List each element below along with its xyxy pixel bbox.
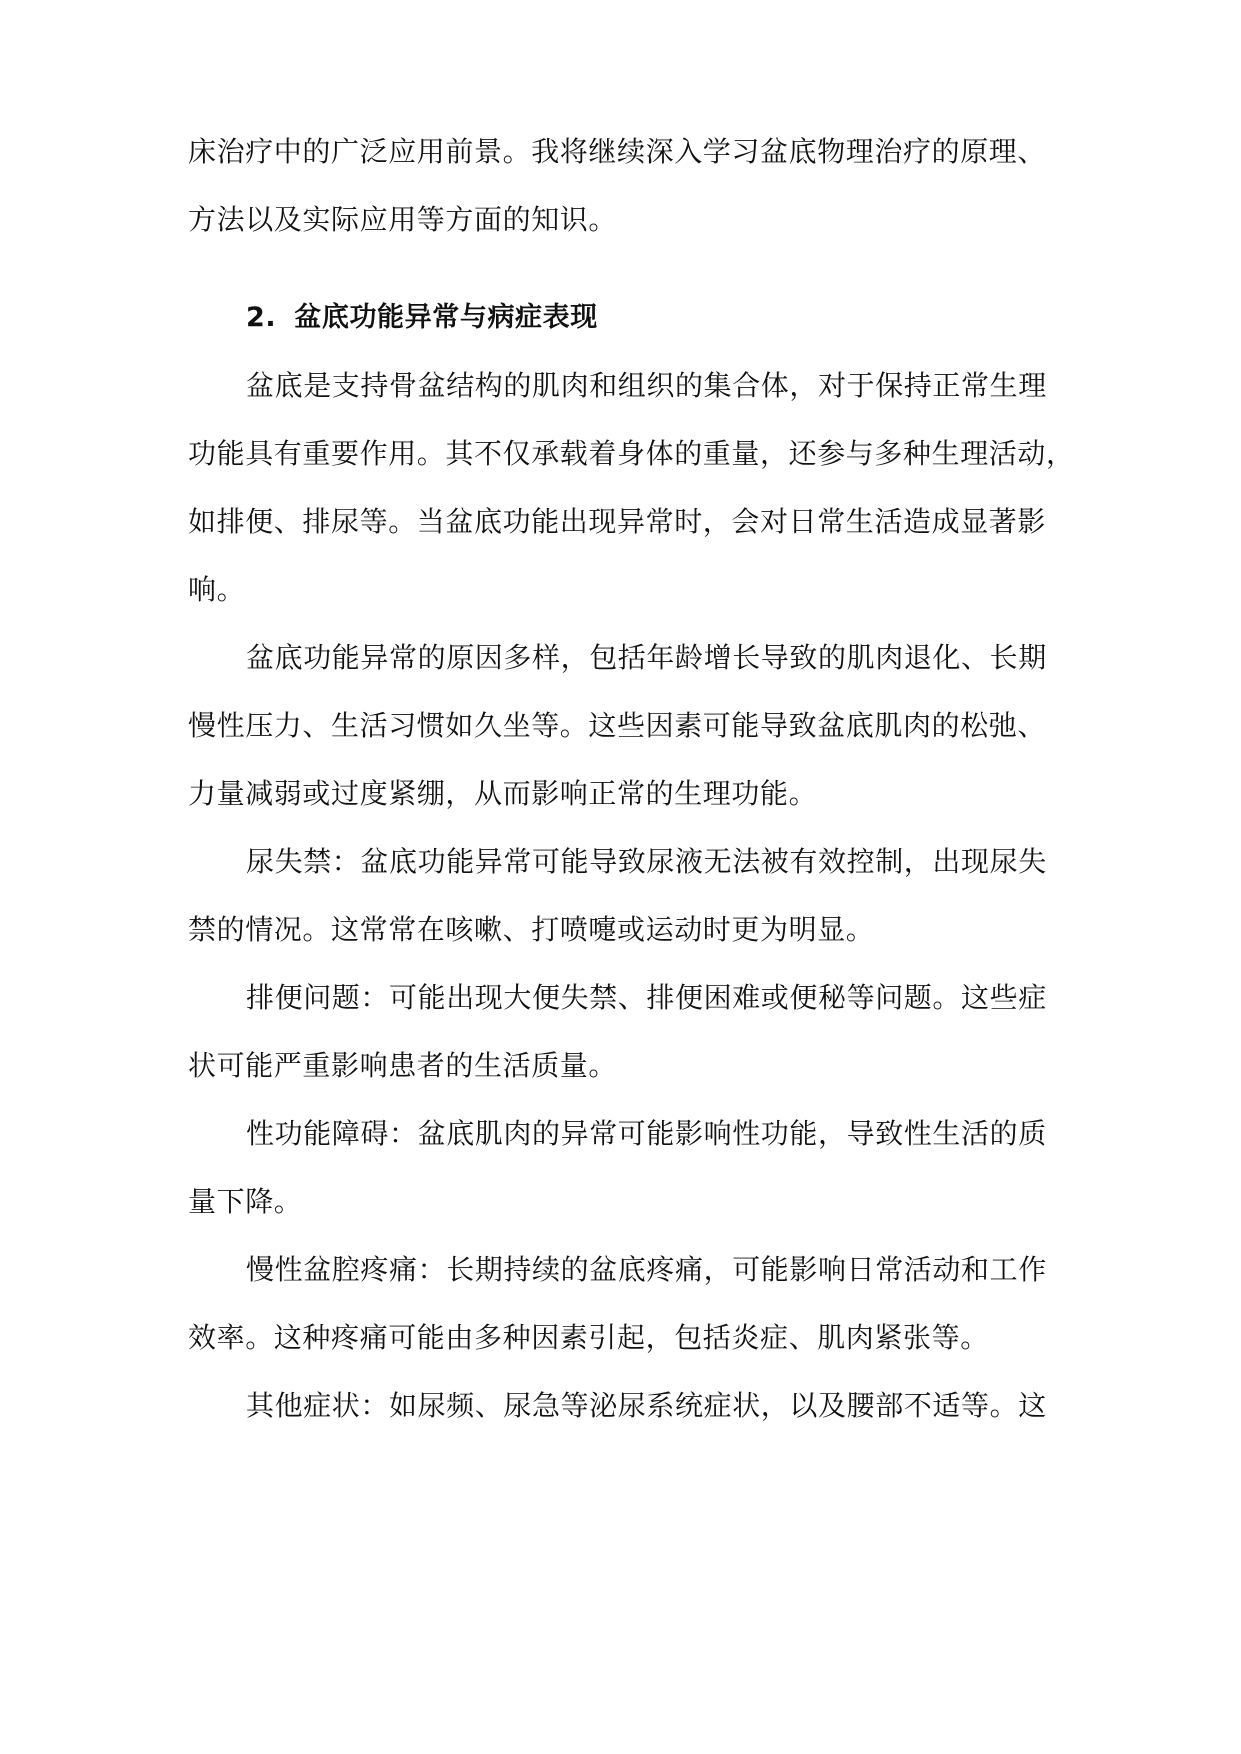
section-heading [246,298,1116,338]
paragraph-line: 排便问题：可能出现大便失禁、排便困难或便秘等问题。这些症 [246,981,1047,1014]
paragraph-line: 性功能障碍：盆底肌肉的异常可能影响性功能，导致性生活的质 [246,1117,1047,1150]
paragraph-line: 状可能严重影响患者的生活质量。 [188,1049,618,1082]
paragraph-line: 功能具有重要作用。其不仅承载着身体的重量，还参与多种生理活动， [188,437,1075,470]
paragraph-line: 其他症状：如尿频、尿急等泌尿系统症状，以及腰部不适等。这 [246,1389,1047,1422]
paragraph-line: 尿失禁：盆底功能异常可能导致尿液无法被有效控制，出现尿失 [246,845,1047,878]
section-number: 2. [246,302,277,333]
paragraph-line: 量下降。 [188,1185,303,1218]
paragraph-line: 力量减弱或过度紧绷，从而影响正常的生理功能。 [188,777,818,810]
paragraph-line: 慢性盆腔疼痛：长期持续的盆底疼痛，可能影响日常活动和工作 [246,1253,1047,1286]
paragraph-line: 禁的情况。这常常在咳嗽、打喷嚏或运动时更为明显。 [188,913,875,946]
body-text-line: 方法以及实际应用等方面的知识。 [188,203,618,236]
paragraph-line: 盆底功能异常的原因多样，包括年龄增长导致的肌肉退化、长期 [246,641,1047,674]
section-title: 盆底功能异常与病症表现 [294,302,598,333]
paragraph-line: 如排便、排尿等。当盆底功能出现异常时，会对日常生活造成显著影 [188,505,1047,538]
paragraph-line: 盆底是支持骨盆结构的肌肉和组织的集合体，对于保持正常生理 [246,369,1047,402]
body-text-line: 床治疗中的广泛应用前景。我将继续深入学习盆底物理治疗的原理、 [188,135,1047,168]
paragraph-line: 响。 [188,573,246,606]
paragraph-line: 慢性压力、生活习惯如久坐等。这些因素可能导致盆底肌肉的松弛、 [188,709,1047,742]
paragraph-line: 效率。这种疼痛可能由多种因素引起，包括炎症、肌肉紧张等。 [188,1321,989,1354]
